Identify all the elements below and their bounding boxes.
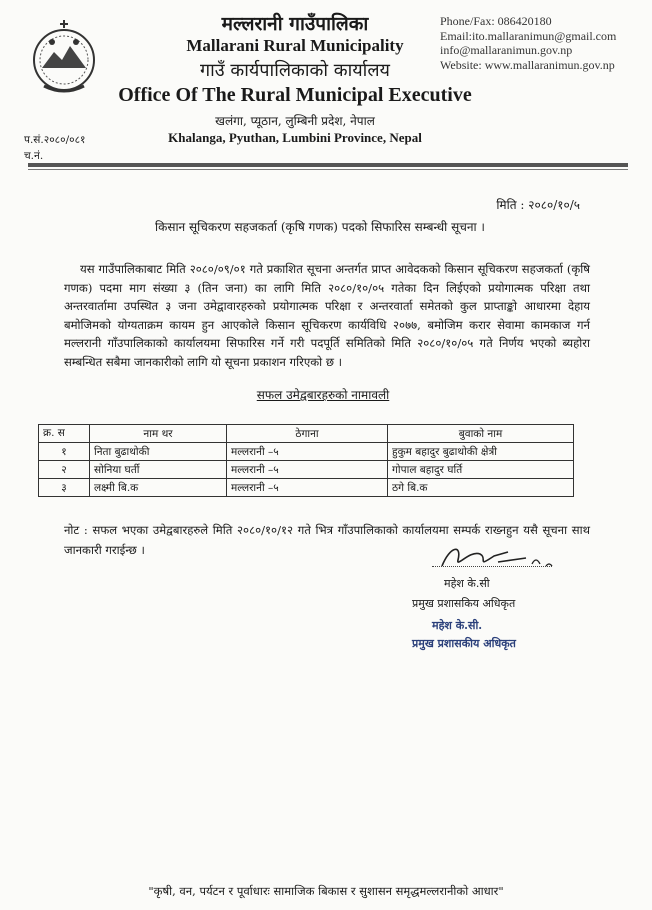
- note-paragraph: नोट : सफल भएका उमेद्वबारहरुले मिति २०८०/१०/१२ गते भित्र गाँउपालिकाको कार्यालयमा सम्पर्क राख्नहुन यसै सूचना साथ जानकारी गराईन्छ ।: [64, 523, 590, 557]
- municipality-name-nepali: मल्लरानी गाउँपालिका: [221, 13, 369, 35]
- cell-name: सोनिया घर्ती: [90, 461, 227, 479]
- letter-ref-number: प.सं.२०८०/०८१: [24, 134, 86, 146]
- email-primary: Email:ito.mallaranimun@gmail.com: [440, 28, 617, 43]
- handwritten-signature: [436, 540, 566, 574]
- cell-serial: १: [39, 443, 90, 461]
- email-secondary: info@mallaranimun.gov.np: [440, 43, 573, 57]
- cell-serial: ३: [39, 479, 90, 497]
- table-row: [39, 479, 574, 497]
- cell-serial: २: [39, 461, 90, 479]
- header-divider-thick: [28, 163, 628, 167]
- stamp-name: महेश के.सी.: [432, 619, 483, 632]
- cell-address: मल्लरानी –५: [227, 479, 388, 497]
- footer-slogan: "कृषी, वन, पर्यटन र पूर्वाधारः सामाजिक बिकास र सुशासन समृद्धमल्लरानीको आधार": [148, 884, 504, 898]
- contact-block: [440, 14, 616, 72]
- candidate-list-title: सफल उमेद्वबारहरुको नामावली: [256, 388, 390, 402]
- letter-date: मिति : २०८०/१०/५: [496, 198, 580, 212]
- municipality-name-english: Mallarani Rural Municipality: [186, 36, 404, 55]
- address-english: Khalanga, Pyuthan, Lumbini Province, Nepal: [168, 130, 422, 145]
- table-header-row: [39, 425, 574, 443]
- cell-address: मल्लरानी –५: [227, 461, 388, 479]
- reference-numbers: [24, 132, 86, 164]
- table-row: [39, 443, 574, 461]
- cell-address: मल्लरानी –५: [227, 443, 388, 461]
- candidate-table: [38, 424, 574, 497]
- col-address: ठेगाना: [227, 425, 388, 443]
- cell-father-name: गोपाल बहादुर घर्ति: [388, 461, 574, 479]
- cell-name: लक्ष्मी बि.क: [90, 479, 227, 497]
- col-serial: क्र. स: [39, 425, 90, 443]
- cell-name: निता बुढाथोकी: [90, 443, 227, 461]
- letter-body: यस गाउँपालिकाबाट मिति २०८०/०९/०१ गते प्रकाशित सूचना अन्तर्गत प्राप्त आवेदकको किसान सूचिकरण सहजकर्ता (कृषि गणक) पदमा माग संख्या ३ (तिन जना) का लागि मिति २०८०/१०/०५ गतेका दिन लिईएको प्रयोगात्मक परिक्षा तथा अन्तरवार्तामा उपस्थित ३ जना उमेद्वावारहरुको प्रयोगात्मक परिक्षा र अन्तरवार्ता समेतको कुल प्राप्ताङ्को आधारमा देहाय बमोजिमको योग्यताक्रम कायम हुन आएकोले किसान सूचिकरण कार्यविधि २०७७, बमोजिम करार सेवामा कामकाज गर्न मल्लरानी गाँउपालिकाको कार्यालयमा सिफारिस गर्ने गरी पदपूर्ति समितिको मिति २०८०/१०/०५ गते निर्णय भएको ब्यहोरा सम्बन्धित सबैमा जानकारीको लागि यो सूचना प्रकाशन गरिएको छ ।: [64, 262, 590, 369]
- signatory-name: महेश के.सी: [444, 577, 490, 590]
- dispatch-number: च.नं.: [24, 150, 44, 162]
- letter-subject: किसान सूचिकरण सहजकर्ता (कृषि गणक) पदको सिफारिस सम्बन्धी सूचना ।: [155, 220, 485, 234]
- table-row: [39, 461, 574, 479]
- col-father-name: बुवाको नाम: [388, 425, 574, 443]
- office-name-nepali: गाउँ कार्यपालिकाको कार्यालय: [200, 60, 390, 81]
- header-divider-thin: [28, 169, 628, 170]
- signatory-title: प्रमुख प्रशासकिय अधिकृत: [412, 597, 516, 610]
- address-nepali: खलंगा, प्यूठान, लुम्बिनी प्रदेश, नेपाल: [215, 114, 375, 128]
- stamp-title: प्रमुख प्रशासकीय अधिकृत: [412, 637, 516, 650]
- cell-father-name: हुकुम बहादुर बुढाथोकी क्षेत्री: [388, 443, 574, 461]
- cell-father-name: ठगे बि.क: [388, 479, 574, 497]
- signature-line: [432, 566, 552, 567]
- col-name: नाम थर: [90, 425, 227, 443]
- office-name-english: Office Of The Rural Municipal Executive: [118, 84, 472, 106]
- phone-fax: Phone/Fax: 086420180: [440, 14, 552, 28]
- website: Website: www.mallaranimun.gov.np: [440, 57, 615, 72]
